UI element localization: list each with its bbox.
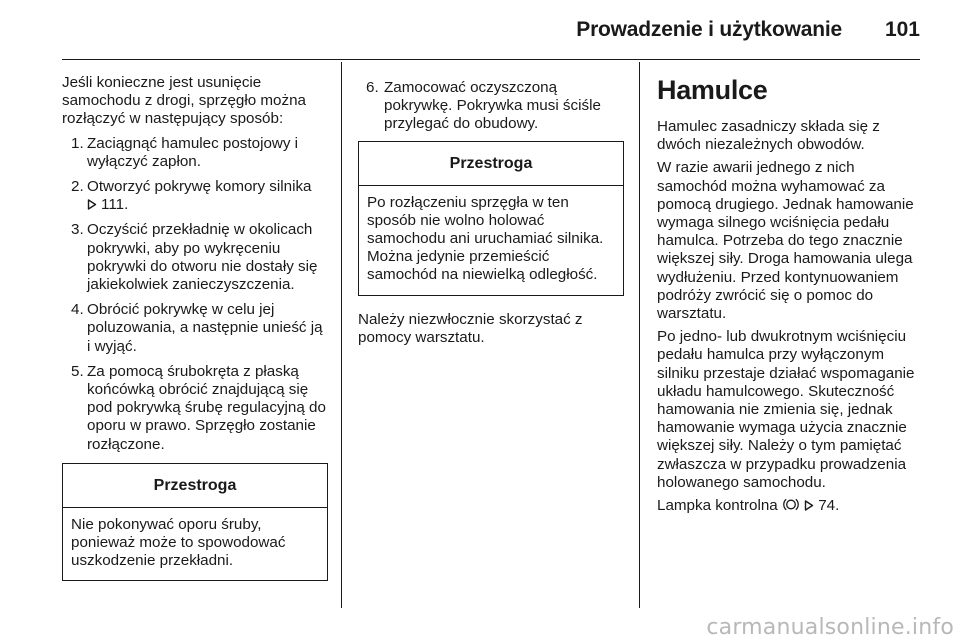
- step-number: 5.: [71, 362, 84, 380]
- paragraph: [657, 497, 920, 515]
- section-heading: Hamulce: [657, 75, 768, 105]
- list-item: [62, 363, 328, 454]
- caution-title: Przestroga: [359, 142, 623, 186]
- step-text: Obrócić pokrywkę w celu jej poluzowania, a następnie unieść ją i wyjąć.: [87, 301, 323, 355]
- page-reference[interactable]: 74.: [818, 497, 840, 515]
- brake-warning-light-icon: [783, 497, 799, 512]
- column-middle: [358, 79, 624, 353]
- page-title: Prowadzenie i użytkowanie: [576, 18, 842, 41]
- list-item: [62, 135, 328, 171]
- page-header: [0, 0, 960, 62]
- step-text: Oczyścić przekładnię w okolicach pokrywki, aby po wykręceniu pokrywki do otworu nie dostały się jakiekolwiek zanieczyszczenia.: [87, 221, 318, 294]
- indicator-label: Lampka kontrolna: [657, 497, 778, 515]
- caution-box: [62, 463, 328, 582]
- header-rule: [62, 59, 920, 60]
- column-left: [62, 74, 328, 581]
- steps-list: [62, 135, 328, 454]
- caution-title: Przestroga: [63, 464, 327, 508]
- caution-box: [358, 141, 624, 296]
- caution-text: Po rozłączeniu sprzęgła w ten sposób nie wolno holować samochodu ani uruchamiać silnika. Można jedynie przemieścić samochód na niewielką odległość.: [367, 193, 604, 284]
- list-item: [358, 79, 624, 134]
- column-divider: [639, 62, 640, 608]
- step-number: 4.: [71, 301, 84, 319]
- page-number: 101: [884, 18, 920, 41]
- step-text: Zaciągnąć hamulec postojowy i wyłączyć zapłon.: [87, 134, 299, 170]
- paragraph: Hamulec zasadniczy składa się z dwóch niezależnych obwodów.: [657, 118, 880, 154]
- step-text: Zamocować oczyszczoną pokrywkę. Pokrywka musi ściśle przylegać do obudowy.: [384, 79, 601, 133]
- list-item: [62, 301, 328, 356]
- cross-reference-arrow-icon[interactable]: [87, 199, 97, 210]
- watermark: carmanualsonline.info: [706, 615, 954, 640]
- paragraph: Po jedno- lub dwukrotnym wciśnięciu pedału hamulca przy wyłączonym silniku przestaje działać wspomaganie układu hamulcowego. Skuteczność hamowania nie zmienia się, jednak hamowanie wymaga użycia znacznie większej siły. Należy o tym pamiętać zwłaszcza w przypadku prowadzenia holowanego samochodu.: [657, 328, 915, 491]
- list-item: [62, 178, 328, 214]
- step-number: 6.: [366, 79, 379, 96]
- step-text: Otworzyć pokrywę komory silnika: [87, 178, 312, 196]
- steps-list: [358, 79, 624, 134]
- intro-paragraph: Jeśli konieczne jest usunięcie samochodu z drogi, sprzęgło można rozłączyć w następujący sposób:: [62, 74, 306, 128]
- column-divider: [341, 62, 342, 608]
- step-number: 1.: [71, 134, 84, 152]
- page-reference[interactable]: 111.: [101, 196, 129, 214]
- list-item: [62, 221, 328, 294]
- paragraph: W razie awarii jednego z nich samochód można wyhamować za pomocą drugiego. Jednak hamowanie wymaga silnego wciśnięcia pedału hamulca. Potrzeba do tego znacznie większej siły. Droga hamowania ulega wydłużeniu. Przed kontynuowaniem podróży zwrócić się o pomoc do warsztatu.: [657, 159, 914, 323]
- caution-text: Nie pokonywać oporu śruby, ponieważ może to spowodować uszkodzenie przekładni.: [71, 515, 286, 570]
- cross-reference-arrow-icon[interactable]: [804, 500, 814, 511]
- note-paragraph: Należy niezwłocznie skorzystać z pomocy warsztatu.: [358, 310, 583, 346]
- column-right: [657, 75, 920, 520]
- step-text: Za pomocą śrubokręta z płaską końcówką obrócić znajdującą się pod pokrywką śrubę regulacyjną do oporu w prawo. Sprzęgło zostanie rozłączone.: [87, 362, 326, 453]
- step-number: 3.: [71, 221, 84, 239]
- step-number: 2.: [71, 178, 84, 196]
